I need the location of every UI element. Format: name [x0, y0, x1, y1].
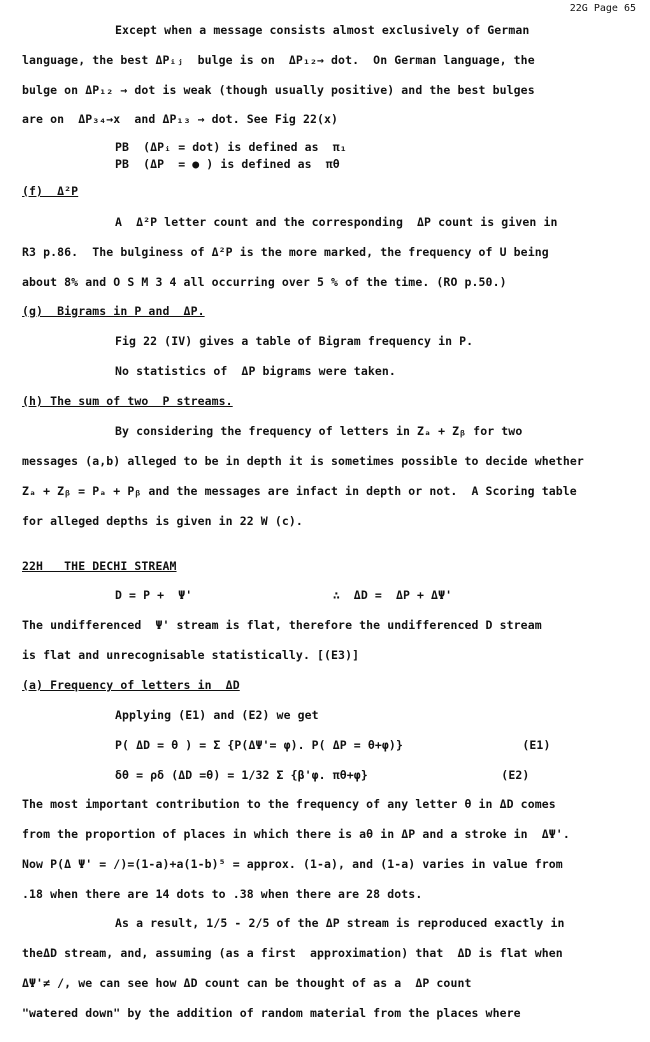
text-line: is flat and unrecognisable statistically. [(E3)] — [22, 648, 360, 662]
text-line: P( ΔD = θ ) = Σ {P(ΔΨ'= φ). P( ΔP = θ+φ)} (E1) — [115, 738, 551, 752]
text-line: language, the best ΔPᵢⱼ bulge is on ΔP₁₂→ dot. On German language, the — [22, 53, 535, 67]
text-line: A Δ²P letter count and the corresponding ΔP count is given in — [115, 215, 558, 229]
section-heading: (f) Δ²P — [22, 184, 79, 198]
text-line: from the proportion of places in which there is aθ in ΔP and a stroke in ΔΨ'. — [22, 827, 570, 841]
text-line: The undifferenced Ψ' stream is flat, therefore the undifferenced D stream — [22, 618, 542, 632]
text-line: are on ΔP₃₄→x and ΔP₁₃ → dot. See Fig 22(x) — [22, 112, 339, 126]
section-heading: (h) The sum of two P streams. — [22, 394, 233, 408]
text-line: "watered down" by the addition of random material from the places where — [22, 1006, 521, 1020]
text-line: about 8% and O S M 3 4 all occurring over 5 % of the time. (RO p.50.) — [22, 275, 507, 289]
text-line: Zₐ + Zᵦ = Pₐ + Pᵦ and the messages are infact in depth or not. A Scoring table — [22, 484, 577, 498]
text-line: theΔD stream, and, assuming (as a first approximation) that ΔD is flat when — [22, 946, 563, 960]
text-line: D = P + Ψ' ∴ ΔD = ΔP + ΔΨ' — [115, 588, 453, 602]
section-heading: 22H THE DECHI STREAM — [22, 559, 177, 573]
text-line: PB (ΔP = ● ) is defined as πθ — [115, 157, 340, 171]
text-line: No statistics of ΔP bigrams were taken. — [115, 364, 396, 378]
section-heading: (g) Bigrams in P and ΔP. — [22, 304, 205, 318]
text-line: Applying (E1) and (E2) we get — [115, 708, 319, 722]
text-line: By considering the frequency of letters in Zₐ + Zᵦ for two — [115, 424, 523, 438]
text-line: PB (ΔPᵢ = dot) is defined as π₁ — [115, 140, 347, 154]
text-line: Now P(Δ Ψ' = /)=(1-a)+a(1-b)⁵ = approx. (1-a), and (1-a) varies in value from — [22, 857, 563, 871]
text-line: As a result, 1/5 - 2/5 of the ΔP stream is reproduced exactly in — [115, 916, 565, 930]
text-line: R3 p.86. The bulginess of Δ²P is the more marked, the frequency of U being — [22, 245, 549, 259]
text-line: .18 when there are 14 dots to .38 when there are 28 dots. — [22, 887, 423, 901]
text-line: The most important contribution to the frequency of any letter θ in ΔD comes — [22, 797, 556, 811]
text-line: Fig 22 (IV) gives a table of Bigram frequency in P. — [115, 334, 474, 348]
page-number-label: 22G Page 65 — [569, 3, 636, 14]
text-line: for alleged depths is given in 22 W (c). — [22, 514, 303, 528]
text-line: Except when a message consists almost exclusively of German — [115, 23, 530, 37]
text-line: bulge on ΔP₁₂ → dot is weak (though usually positive) and the best bulges — [22, 83, 535, 97]
text-line: δθ = ρδ (ΔD =θ) = 1/32 Σ {β'φ. πθ+φ} (E2) — [115, 768, 530, 782]
section-heading: (a) Frequency of letters in ΔD — [22, 678, 240, 692]
text-line: messages (a,b) alleged to be in depth it is sometimes possible to decide whether — [22, 454, 584, 468]
text-line: ΔΨ'≠ /, we can see how ΔD count can be thought of as a ΔP count — [22, 976, 472, 990]
